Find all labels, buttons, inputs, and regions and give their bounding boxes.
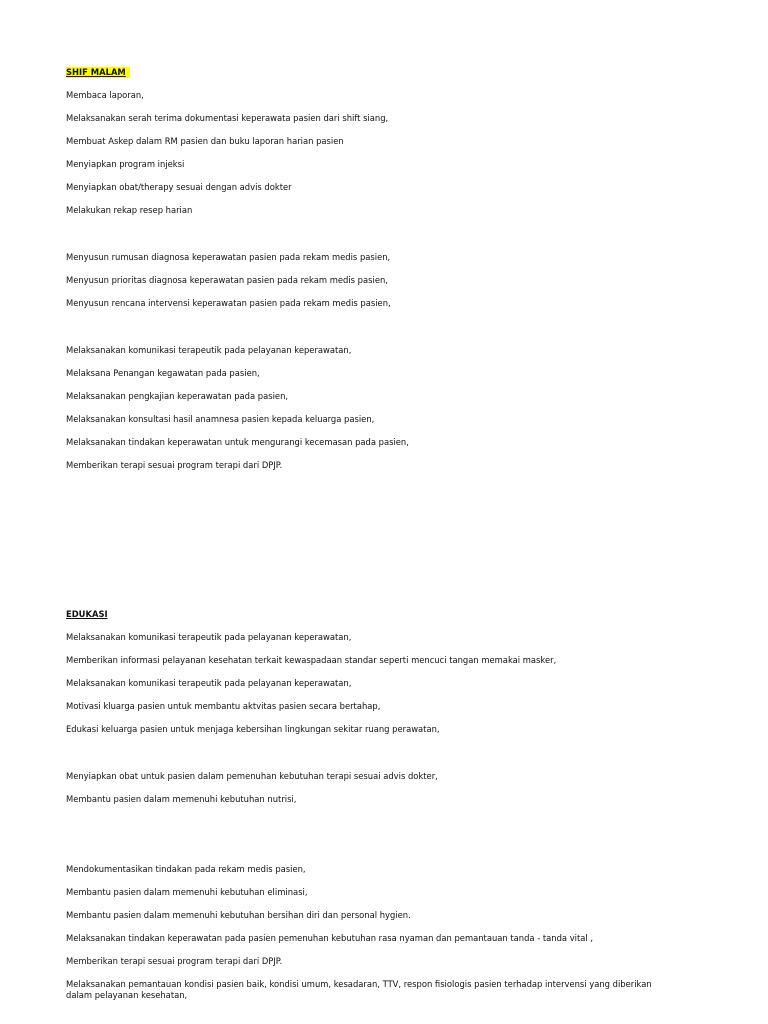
list-item: Melakukan rekap resep harian: [66, 205, 193, 215]
list-item: Menyiapkan program injeksi: [66, 159, 185, 169]
list-item: Memberikan terapi sesuai program terapi dari DPJP.: [66, 460, 283, 470]
list-item: Mendokumentasikan tindakan pada rekam medis pasien,: [66, 864, 306, 874]
list-item: Menyiapkan obat/therapy sesuai dengan advis dokter: [66, 182, 292, 192]
list-item: Membantu pasien dalam memenuhi kebutuhan eliminasi,: [66, 887, 308, 897]
list-item: Melaksanakan konsultasi hasil anamnesa pasien kepada keluarga pasien,: [66, 414, 375, 424]
list-item: Membaca laporan,: [66, 90, 144, 100]
list-item: Melaksanakan serah terima dokumentasi keperawata pasien dari shift siang,: [66, 113, 389, 123]
list-item: Melaksanakan komunikasi terapeutik pada pelayanan keperawatan,: [66, 345, 352, 355]
section-heading-shif-malam: SHIF MALAM: [66, 67, 130, 78]
list-item: Edukasi keluarga pasien untuk menjaga kebersihan lingkungan sekitar ruang perawatan,: [66, 724, 440, 734]
list-item: Menyusun rumusan diagnosa keperawatan pasien pada rekam medis pasien,: [66, 252, 391, 262]
list-item: Motivasi kluarga pasien untuk membantu aktvitas pasien secara bertahap,: [66, 701, 381, 711]
list-item: Menyiapkan obat untuk pasien dalam pemenuhan kebutuhan terapi sesuai advis dokter,: [66, 771, 438, 781]
list-item: Menyusun rencana intervensi keperawatan pasien pada rekam medis pasien,: [66, 298, 391, 308]
list-item: Membantu pasien dalam memenuhi kebutuhan nutrisi,: [66, 794, 297, 804]
list-item: Membuat Askep dalam RM pasien dan buku laporan harian pasien: [66, 136, 344, 146]
list-item: Memberikan informasi pelayanan kesehatan terkait kewaspadaan standar seperti mencuci tangan memakai masker,: [66, 655, 557, 665]
list-item: Melaksanakan tindakan keperawatan untuk mengurangi kecemasan pada pasien,: [66, 437, 409, 447]
list-item: Melaksanakan komunikasi terapeutik pada pelayanan keperawatan,: [66, 632, 352, 642]
list-item: Membantu pasien dalam memenuhi kebutuhan bersihan diri dan personal hygien.: [66, 910, 411, 920]
section-heading-edukasi: EDUKASI: [66, 609, 108, 619]
list-item: Melaksanakan pemantauan kondisi pasien baik, kondisi umum, kesadaran, TTV, respon fisiologis pasien terhadap intervensi yang diberikan dalam pelayanan kesehatan,: [66, 979, 652, 1000]
list-item: Melaksanakan komunikasi terapeutik pada pelayanan keperawatan,: [66, 678, 352, 688]
list-item: Melaksanakan tindakan keperawatan pada pasien pemenuhan kebutuhan rasa nyaman dan pemantauan tanda - tanda vital ,: [66, 933, 594, 943]
list-item: Melaksanakan pengkajian keperawatan pada pasien,: [66, 391, 289, 401]
list-item: Memberikan terapi sesuai program terapi dari DPJP.: [66, 956, 283, 966]
list-item: Menyusun prioritas diagnosa keperawatan pasien pada rekam medis pasien,: [66, 275, 388, 285]
list-item: Melaksana Penangan kegawatan pada pasien,: [66, 368, 260, 378]
